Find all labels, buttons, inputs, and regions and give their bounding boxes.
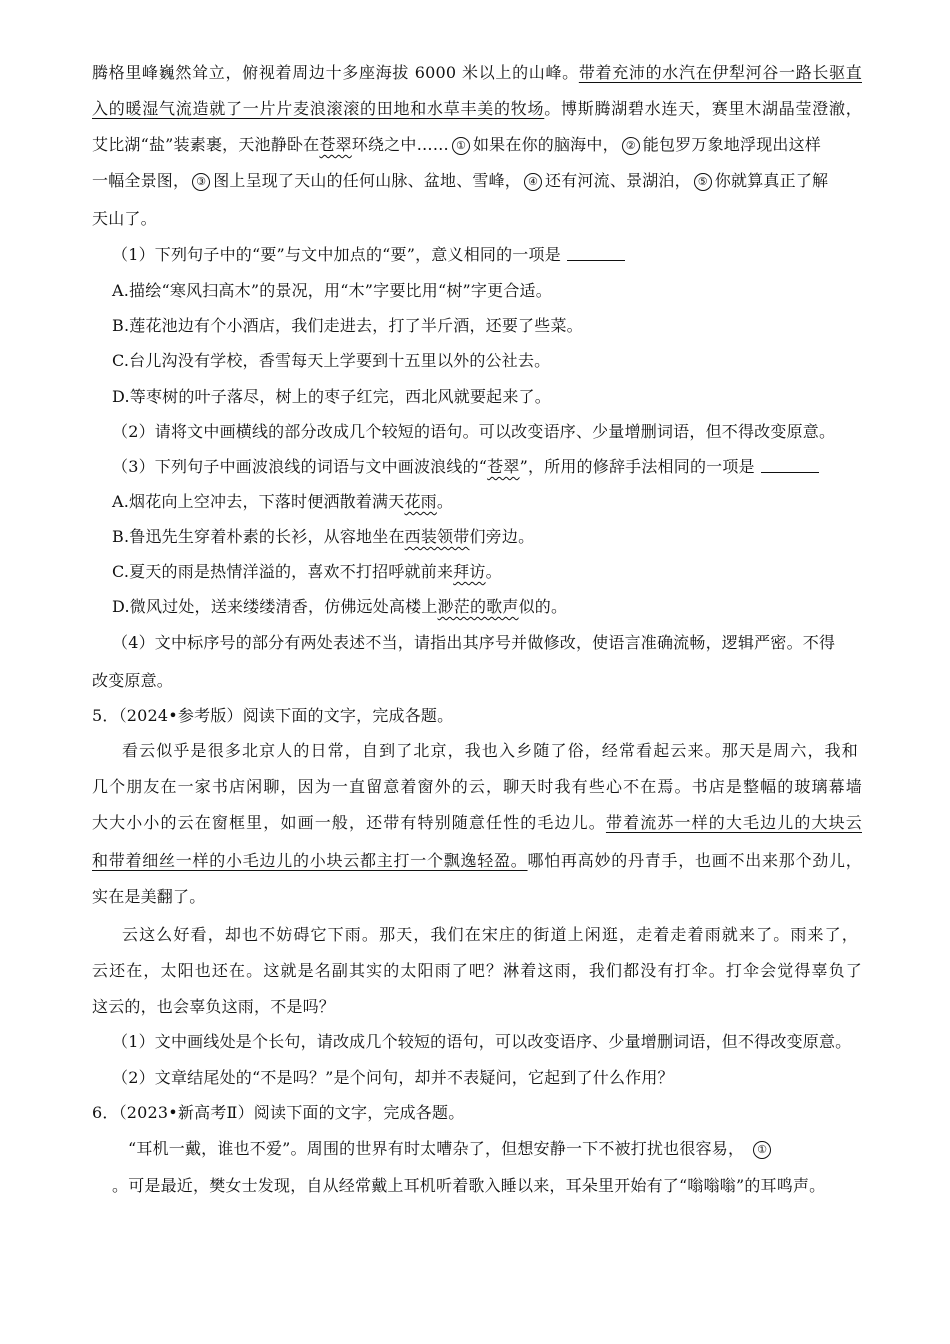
underlined-sentence: 和带着细丝一样的小毛边儿的小块云都主打一个飘逸轻盈。 [92,851,528,870]
q4-sub1-option-a: A.描绘“寒风扫高木”的景况，用“木”字要比用“树”字更合适。 [112,281,552,300]
wavy-word: 拜访 [453,562,486,581]
option-text: B.鲁迅先生穿着朴素的长衫，从容地坐在 [112,527,405,546]
q4-sub3-option-b [112,526,534,548]
circled-number-1: ① [452,137,470,155]
q5-passage-line-7: 云还在，太阳也还在。这就是名副其实的太阳雨了吧？淋着这雨，我们都没有打伞。打伞会觉得辜负了 [92,961,862,980]
q5-sub2-prompt: （2）文章结尾处的“不是吗？”是个问句，却并不表疑问，它起到了什么作用？ [112,1068,674,1087]
passage-text: “耳机一戴，谁也不爱”。周围的世界有时太嘈杂了，但想安静一下不被打扰也很容易， [128,1139,745,1158]
question-text: ”，所用的修辞手法相同的一项是 [519,457,755,476]
passage-line-2 [92,98,862,120]
q5-heading: 5．（2024•参考版）阅读下面的文字，完成各题。 [92,706,454,725]
passage-line-5: 天山了。 [92,209,157,228]
passage-text: 图上呈现了天山的任何山脉、盆地、雪峰， [213,171,522,190]
q4-sub1-option-b: B.莲花池边有个小酒店，我们走进去，打了半斤酒，还要了些菜。 [112,316,583,335]
answer-blank [761,458,819,473]
q4-sub1-option-c: C.台儿沟没有学校，香雪每天上学要到十五里以外的公社去。 [112,351,551,370]
passage-text: 腾格里峰巍然耸立，俯视着周边十多座海拔 6000 米以上的山峰。 [92,63,579,82]
passage-text: 你就算真正了解 [714,171,829,190]
wavy-word: 花雨 [404,492,437,511]
option-text: 。 [485,562,502,581]
circled-number-5: ⑤ [694,173,712,191]
q6-heading: 6．（2023•新高考Ⅱ）阅读下面的文字，完成各题。 [92,1103,465,1122]
circled-number-2: ② [622,137,640,155]
q5-passage-line-6: 云这么好看，却也不妨碍它下雨。那天，我们在宋庄的街道上闲逛，走着走着雨就来了。雨来了， [122,925,858,944]
q4-sub3-option-a [112,491,453,513]
q4-sub3-option-c [112,561,502,583]
q4-sub2-prompt: （2）请将文中画横线的部分改成几个较短的语句。可以改变语序、少量增删词语，但不得改变原意。 [112,422,836,441]
circled-number-4: ④ [524,173,542,191]
q6-passage-line-1 [128,1138,774,1160]
q5-passage-line-4 [92,850,862,872]
underlined-sentence: 带着流苏一样的大毛边儿的大块云 [605,813,862,832]
q5-passage-line-1: 看云似乎是很多北京人的日常，自到了北京，我也入乡随了俗，经常看起云来。那天是周六，我和 [122,741,858,760]
passage-line-4 [92,170,828,192]
passage-text: 能包罗万象地浮现出这样 [642,135,821,154]
q4-sub3-option-d [112,596,567,618]
q5-passage-line-8: 这云的，也会辜负这雨，不是吗？ [92,997,336,1016]
answer-blank [567,246,625,261]
wavy-word: 西装领带 [404,527,470,546]
q4-sub1-prompt [112,244,625,266]
q4-sub1-option-d: D.等枣树的叶子落尽，树上的枣子红完，西北风就要起来了。 [112,387,551,406]
option-text: 们旁边。 [469,527,535,546]
option-text: 。 [436,492,454,511]
passage-text: 艾比湖“盐”装素裹，天池静卧在 [92,135,320,154]
passage-text: 如果在你的脑海中， [472,135,619,154]
passage-text: 还有河流、景湖泊， [545,171,691,190]
circled-number-3: ③ [192,173,210,191]
q5-passage-line-5: 实在是美翻了。 [92,887,206,906]
question-text: （3）下列句子中画波浪线的词语与文中画波浪线的“ [112,457,488,476]
option-text: D.微风过处，送来缕缕清香，仿佛远处高楼上 [112,597,438,616]
passage-text: 环绕之中…… [351,135,449,154]
passage-text: 大大小小的云在窗框里，如画一般，还带有特别随意任性的毛边儿。 [92,813,606,832]
underlined-sentence: 入的暖湿气流造就了一片片麦浪滚滚的田地和水草丰美的牧场 [92,99,545,118]
q4-sub4-continued: 改变原意。 [92,671,174,690]
q6-passage-line-2: 。可是最近，樊女士发现，自从经常戴上耳机听着歌入睡以来，耳朵里开始有了“嗡嗡嗡”的耳鸣声。 [112,1176,826,1195]
q4-sub3-prompt [112,456,819,478]
wavy-word: 苍翠 [487,457,520,476]
question-text: （1）下列句子中的“要”与文中加点的“要”，意义相同的一项是 [112,245,561,264]
underlined-sentence: 带着充沛的水汽在伊犁河谷一路长驱直 [578,63,862,82]
passage-text: 哪怕再高妙的丹青手，也画不出来那个劲儿， [527,851,862,870]
passage-line-3 [92,134,821,156]
option-text: 似的。 [518,597,568,616]
passage-line-1 [92,62,862,84]
wavy-word: 苍翠 [319,135,352,154]
wavy-word: 渺茫的歌声 [437,597,519,616]
passage-text: 一幅全景图， [92,171,190,190]
q5-passage-line-2: 几个朋友在一家书店闲聊，因为一直留意着窗外的云，聊天时我有些心不在焉。书店是整幅的玻璃幕墙 [92,777,862,796]
option-text: C.夏天的雨是热情洋溢的，喜欢不打招呼就前来 [112,562,454,581]
q4-sub4-prompt: （4）文中标序号的部分有两处表述不当，请指出其序号并做修改，使语言准确流畅，逻辑严密。不得 [112,633,836,652]
option-text: A.烟花向上空冲去，下落时便洒散着满天 [112,492,405,511]
passage-text: 。博斯腾湖碧水连天，赛里木湖晶莹澄澈， [544,99,862,118]
q5-sub1-prompt: （1）文中画线处是个长句，请改成几个较短的语句，可以改变语序、少量增删词语，但不得改变原意。 [112,1032,852,1051]
circled-number-1: ① [753,1141,771,1159]
q5-passage-line-3 [92,812,862,834]
